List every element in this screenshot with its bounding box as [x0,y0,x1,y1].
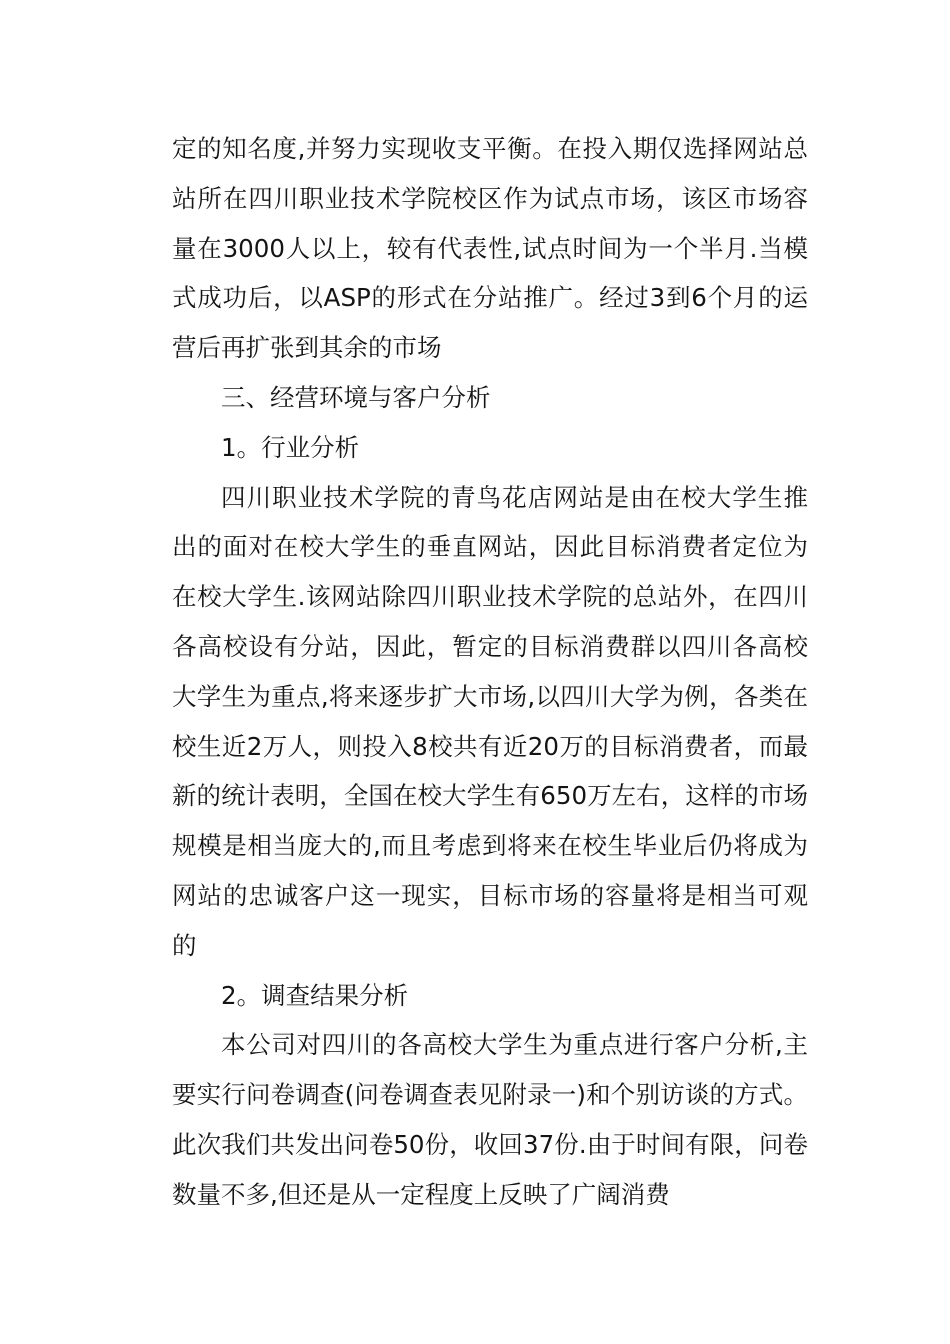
subsection-heading-survey-analysis: 2。调查结果分析 [221,980,409,1010]
subsection-heading-industry-analysis: 1。行业分析 [221,432,360,462]
section-heading-business-environment: 三、经营环境与客户分析 [221,382,491,412]
paragraph-industry-analysis: 四川职业技术学院的青鸟花店网站是由在校大学生推出的面对在校大学生的垂直网站，因此目标消费者定位为在校大学生.该网站除四川职业技术学院的总站外，在四川各高校设有分站，因此，暂定的目标消费群以四川各高校大学生为重点,将来逐步扩大市场,以四川大学为例，各类在校生近2万人，则投入8校共有近20万的目标消费者，而最新的统计表明，全国在校大学生有650万左右，这样的市场规模是相当庞大的,而且考虑到将来在校生毕业后仍将成为网站的忠诚客户这一现实，目标市场的容量将是相当可观的 [172,482,808,960]
document-body [172,124,808,1220]
paragraph-intro-continuation: 定的知名度,并努力实现收支平衡。在投入期仅选择网站总站所在四川职业技术学院校区作为试点市场，该区市场容量在3000人以上，较有代表性,试点时间为一个半月.当模式成功后，以ASP的形式在分站推广。经过3到6个月的运营后再扩张到其余的市场 [172,134,808,363]
paragraph-survey-analysis: 本公司对四川的各高校大学生为重点进行客户分析,主要实行问卷调查(问卷调查表见附录一)和个别访谈的方式。此次我们共发出问卷50份，收回37份.由于时间有限，问卷数量不多,但还是从一定程度上反映了广阔消费 [172,1030,808,1209]
